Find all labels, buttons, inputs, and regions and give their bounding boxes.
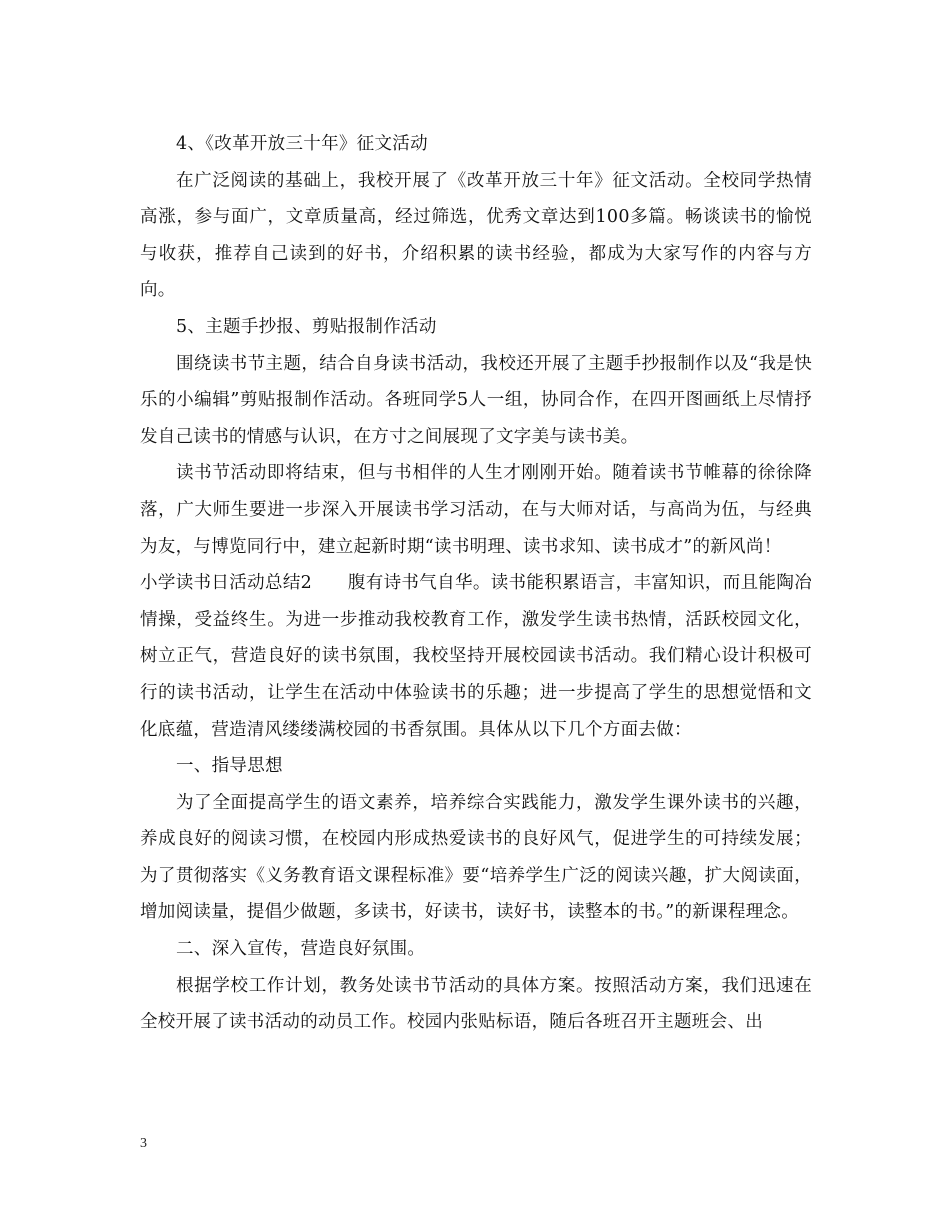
- page-number: 3: [140, 1136, 147, 1151]
- paragraph-essay: 在广泛阅读的基础上，我校开展了《改革开放三十年》征文活动。全校同学热情高涨，参与面广，文章质量高，经过筛选，优秀文章达到100多篇。畅谈读书的愉悦与收获，推荐自己读到的好书，介绍积累的读书经验，都成为大家写作的内容与方向。: [140, 170, 812, 301]
- section-heading-newspaper: 5、主题手抄报、剪贴报制作活动: [176, 316, 437, 337]
- paragraph-summary-2-intro: 小学读书日活动总结2 腹有诗书气自华。读书能积累语言，丰富知识，而且能陶冶情操，受益终生。为进一步推动我校教育工作，激发学生读书热情，活跃校园文化，树立正气，营造良好的读书氛围，我校坚持开展校园读书活动。我们精心设计积极可行的读书活动，让学生在活动中体验读书的乐趣；进一步提高了学生的思想觉悟和文化底蕴，营造清风缕缕满校园的书香氛围。具体从以下几个方面去做：: [140, 573, 812, 740]
- section-heading-guiding-idea: 一、指导思想: [176, 756, 283, 777]
- document-body: [140, 126, 812, 1041]
- paragraph-newspaper: 围绕读书节主题，结合自身读书活动，我校还开展了主题手抄报制作以及“我是快乐的小编辑”剪贴报制作活动。各班同学5人一组，协同合作，在四开图画纸上尽情抒发自己读书的情感与认识，在方寸之间展现了文字美与读书美。: [140, 353, 812, 447]
- paragraph-guiding-idea: 为了全面提高学生的语文素养，培养综合实践能力，激发学生课外读书的兴趣，养成良好的阅读习惯，在校园内形成热爱读书的良好风气，促进学生的可持续发展；为了贯彻落实《义务教育语文课程标准》要“培养学生广泛的阅读兴趣，扩大阅读面，增加阅读量，提倡少做题，多读书，好读书，读好书，读整本的书。”的新课程理念。: [140, 792, 812, 923]
- section-heading-publicity: 二、深入宣传，营造良好氛围。: [176, 939, 426, 960]
- section-heading-essay: 4、《改革开放三十年》征文活动: [176, 134, 428, 154]
- paragraph-conclusion: 读书节活动即将结束，但与书相伴的人生才刚刚开始。随着读书节帷幕的徐徐降落，广大师生要进一步深入开展读书学习活动，在与大师对话，与高尚为伍，与经典为友，与博览同行中，建立起新时期“读书明理、读书求知、读书成才”的新风尚！: [140, 463, 812, 557]
- paragraph-publicity: 根据学校工作计划，教务处读书节活动的具体方案。按照活动方案，我们迅速在全校开展了读书活动的动员工作。校园内张贴标语，随后各班召开主题班会、出: [140, 975, 812, 1033]
